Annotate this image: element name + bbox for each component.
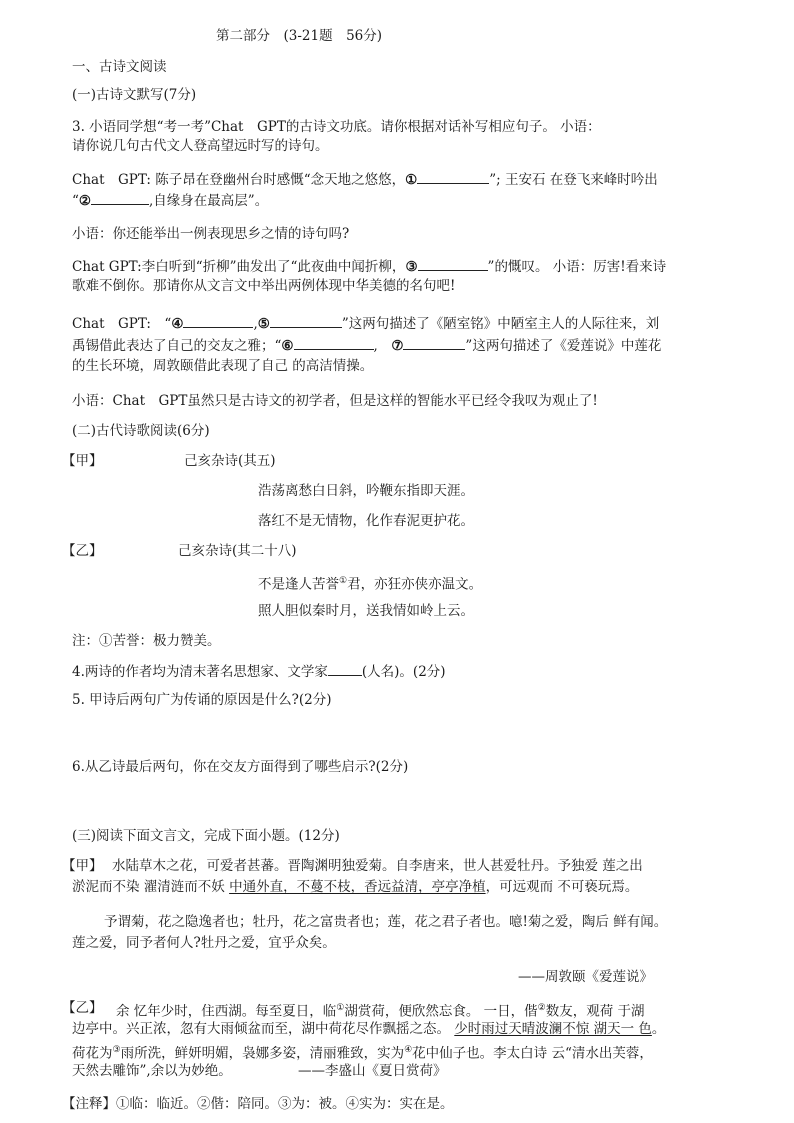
question-3-line: 小语：你还能举出一例表现思乡之情的诗句吗? <box>72 226 350 242</box>
passage-text: 荷花为 <box>72 1045 113 1062</box>
poem-b-tag: 【乙】 <box>62 543 103 559</box>
passage-b-line <box>116 998 645 1022</box>
footnote-marker: ② <box>537 1003 546 1013</box>
passage-text: 雨所洗，鲜妍明媚，袅娜多姿，清丽雅致，实为 <box>120 1045 405 1062</box>
footnote-marker: ③ <box>112 1045 121 1055</box>
question-text: Chat GPT: “ <box>72 316 172 332</box>
question-text: 禹锡借此表达了自己的交友之雅；“ <box>72 338 282 354</box>
question-3-line <box>72 169 658 190</box>
question-text: ”这两句描述了《爱莲说》中莲花 <box>465 338 662 354</box>
answer-blank-6[interactable] <box>294 335 374 350</box>
question-text: Chat GPT: 陈子昂在登幽州台时感慨“念天地之悠悠， <box>72 172 406 188</box>
page-title: 第二部分 (3-21题 56分) <box>216 28 383 44</box>
blank-marker: ⑦ <box>391 338 404 354</box>
passage-a-line: 予谓菊，花之隐逸者也；牡丹，花之富贵者也；莲，花之君子者也。噫!菊之爱，陶后 鲜有闻。 <box>104 914 668 930</box>
passage-text: 。 <box>651 1021 666 1037</box>
section-heading: 一、古诗文阅读 <box>72 59 167 75</box>
annotation-notes: 【注释】①临：临近。②偕：陪同。③为：被。④实为：实在是。 <box>62 1096 454 1112</box>
passage-text: 边亭中。兴正浓，忽有大雨倾盆而至，湖中荷花尽作飘摇之态。 <box>72 1021 455 1037</box>
question-3-line <box>72 190 268 211</box>
answer-blank-q4[interactable] <box>328 661 362 676</box>
question-text: ,自缘身在最高层”。 <box>149 193 269 209</box>
subsection-heading: (二)古代诗歌阅读(6分) <box>72 423 210 439</box>
question-3-line <box>72 335 661 356</box>
footnote-marker: ④ <box>404 1045 413 1055</box>
question-3-line: 的生长环境，周敦颐借此表现了自己 的高洁情操。 <box>72 358 374 374</box>
question-text: , <box>373 338 392 354</box>
answer-blank-7[interactable] <box>403 335 465 350</box>
passage-b-line <box>72 1019 665 1039</box>
subsection-heading: (三)阅读下面文言文，完成下面小题。(12分) <box>72 828 340 844</box>
answer-blank-5[interactable] <box>270 313 342 328</box>
passage-a-source: ——周敦颐《爱莲说》 <box>518 969 653 985</box>
poem-a-line: 落红不是无情物，化作春泥更护花。 <box>258 513 474 529</box>
blank-marker: ① <box>405 172 418 188</box>
subsection-heading: (一)古诗文默写(7分) <box>72 87 197 103</box>
passage-a-line: 莲之爱，同予者何人?牡丹之爱，宜乎众矣。 <box>72 935 336 951</box>
answer-blank-2[interactable] <box>91 190 149 205</box>
question-3-line <box>72 256 666 277</box>
blank-marker: ② <box>78 193 92 209</box>
poem-b-title: 己亥杂诗(其二十八) <box>178 543 297 559</box>
passage-text: 花中仙子也。李太白诗 云“清水出芙蓉， <box>412 1045 653 1062</box>
answer-blank-1[interactable] <box>417 169 489 184</box>
blank-marker: ③ <box>405 259 418 275</box>
underlined-sentence: 中通外直，不蔓不枝，香远益清，亭亭净植 <box>229 879 486 895</box>
question-text: Chat GPT:李白听到“折柳”曲发出了“此夜曲中闻折柳， <box>72 259 406 275</box>
blank-marker: ④ <box>171 316 184 332</box>
passage-b-tag: 【乙】 <box>62 1000 103 1016</box>
passage-a-tag: 【甲】 <box>62 858 103 874</box>
question-4 <box>72 661 446 682</box>
question-3-line: 请你说几句古代文人登高望远时写的诗句。 <box>72 138 329 154</box>
poem-a-line: 浩荡离愁白日斜，吟鞭东指即天涯。 <box>258 483 474 499</box>
question-3-line <box>72 313 659 334</box>
question-6: 6.从乙诗最后两句，你在交友方面得到了哪些启示?(2分) <box>72 759 409 775</box>
poem-b-line <box>258 571 482 595</box>
underlined-sentence: 少时雨过天晴波澜不惊 湖天一 色 <box>454 1021 652 1037</box>
question-3-line: 小语：Chat GPT虽然只是古诗文的初学者，但是这样的智能水平已经令我叹为观止了! <box>72 393 598 409</box>
footnote-marker: ① <box>336 1003 345 1013</box>
question-text: ”; 王安石 在登飞来峰时吟出 <box>489 172 658 188</box>
answer-blank-4[interactable] <box>183 313 253 328</box>
question-text: 4.两诗的作者均为清末著名思想家、文学家 <box>72 664 328 680</box>
passage-a-line: 水陆草木之花，可爱者甚蕃。晋陶渊明独爱菊。自李唐来，世人甚爱牡丹。予独爱 莲之出 <box>112 858 643 874</box>
question-text: “ <box>72 193 79 209</box>
passage-b-line: 天然去雕饰”,余以为妙绝。 <box>72 1063 232 1079</box>
passage-text: ，可远观而 不可亵玩焉。 <box>485 879 639 895</box>
passage-b-line <box>72 1040 653 1064</box>
poem-note: 注：①苦誉：极力赞美。 <box>72 633 221 649</box>
poem-b-line: 照人胆似秦时月，送我情如岭上云。 <box>258 603 474 619</box>
passage-text: 余 忆年少时，住西湖。每至夏日，临 <box>116 1003 337 1020</box>
passage-b-source: ——李盛山《夏日赏荷》 <box>298 1063 447 1079</box>
passage-text: 数友，观荷 于湖 <box>545 1003 645 1020</box>
question-5: 5. 甲诗后两句广为传诵的原因是什么?(2分) <box>72 692 332 708</box>
answer-blank-3[interactable] <box>418 256 488 271</box>
passage-text: 淤泥而不染 濯清涟而不妖 <box>72 879 230 895</box>
passage-a-line <box>72 877 638 897</box>
poem-text: 不是逢人苦誉 <box>258 576 339 593</box>
footnote-marker: ① <box>339 576 348 586</box>
question-text: (人名)。(2分) <box>361 664 446 680</box>
question-3-line: 歌难不倒你。那请你从文言文中举出两例体现中华美德的名句吧! <box>72 278 456 294</box>
blank-marker: ⑥ <box>281 338 294 354</box>
question-text: ”这两句描述了《陋室铭》中陋室主人的人际往来，刘 <box>341 316 660 332</box>
question-text: , <box>253 316 258 332</box>
poem-text: 君，亦狂亦侠亦温文。 <box>347 576 483 593</box>
poem-a-tag: 【甲】 <box>62 453 103 469</box>
blank-marker: ⑤ <box>257 316 270 332</box>
question-3-line: 3. 小语同学想“考一考”Chat GPT的古诗文功底。请你根据对话补写相应句子。 小语： <box>72 119 601 135</box>
passage-text: 湖赏荷，便欣然忘食。 一日，偕 <box>344 1003 538 1020</box>
question-text: ”的慨叹。 小语：厉害!看来诗 <box>487 259 667 275</box>
poem-a-title: 己亥杂诗(其五) <box>184 453 276 469</box>
